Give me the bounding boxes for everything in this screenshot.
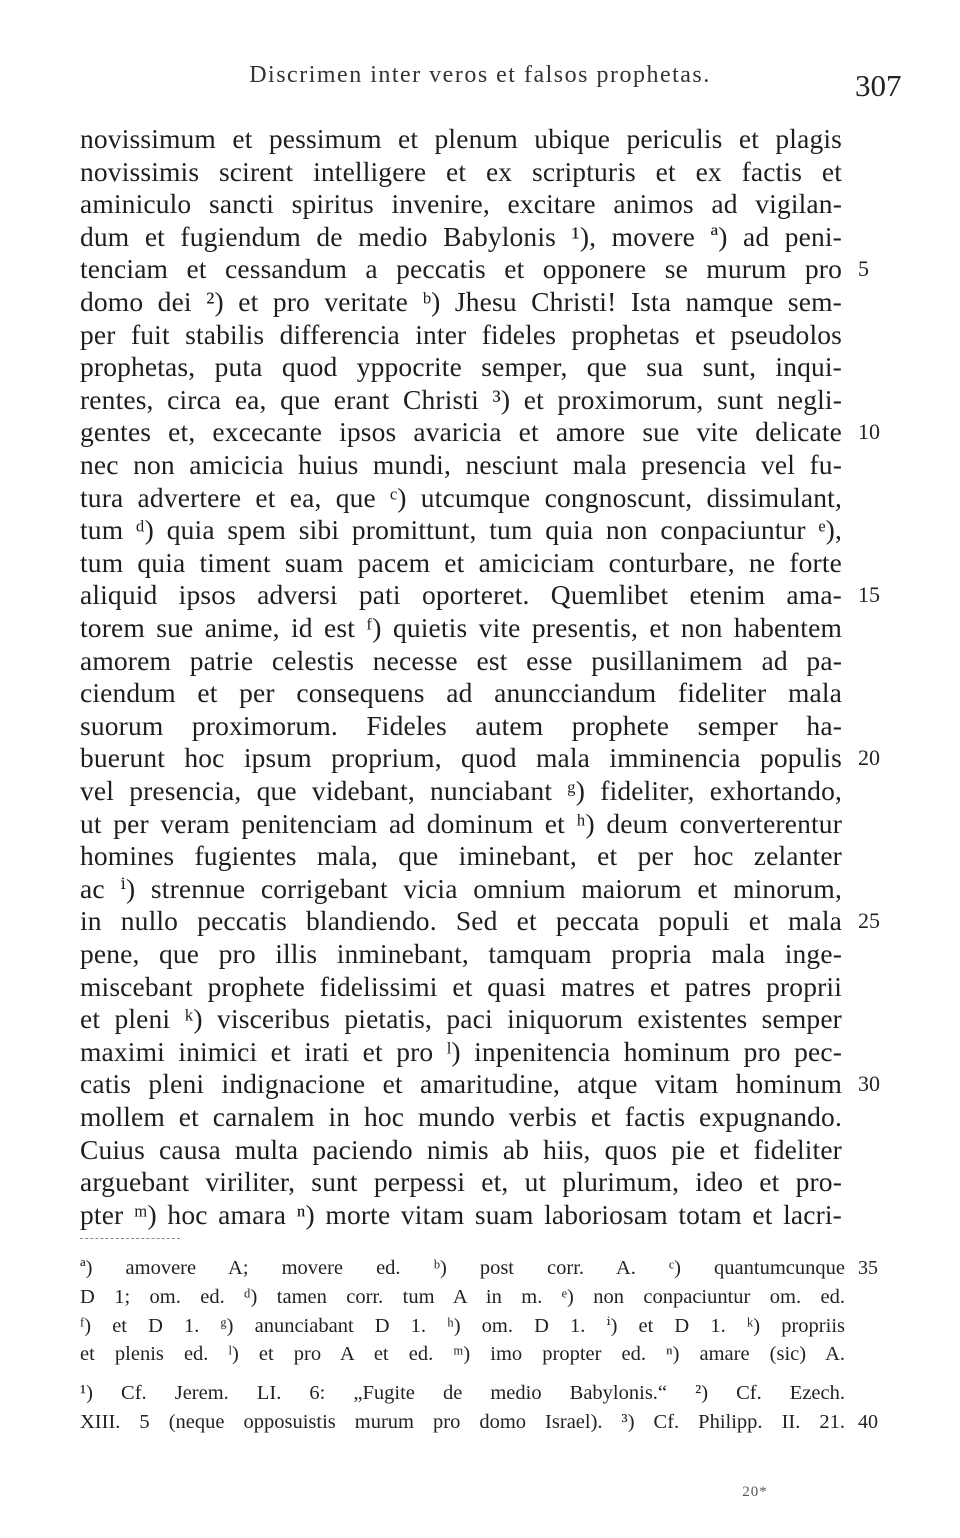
text-line: novissimum et pessimum et plenum ubique periculis et plagis	[80, 123, 842, 154]
apparatus-line: D 1; om. ed. ᵈ) tamen corr. tum A in m. ᵉ) non conpaciuntur om. ed.	[80, 1285, 845, 1308]
text-line: per fuit stabilis differencia inter fideles prophetas et pseudolos	[80, 318, 842, 350]
text-line: gentes et, excecante ipsos avaricia et amore sue vite delicate	[80, 416, 842, 448]
signature-mark: 20*	[742, 1484, 768, 1500]
text-line: aminiculo sancti spiritus invenire, excitare animos ad vigilan-	[80, 188, 842, 220]
line-number: 10	[858, 419, 880, 445]
text-line: domo dei ²) et pro veritate ᵇ) Jhesu Christi! Ista namque sem-	[80, 286, 842, 317]
text-line: ac ⁱ) strennue corrigebant vicia omnium maiorum et minorum,	[80, 872, 842, 904]
text-line: et pleni ᵏ) visceribus pietatis, paci iniquorum existentes semper	[80, 1003, 842, 1035]
text-line: tura advertere et ea, que ᶜ) utcumque congnoscunt, dissimulant,	[80, 481, 842, 513]
apparatus-line: et plenis ed. ˡ) et pro A et ed. ᵐ) imo propter ed. ⁿ) amare (sic) A.	[80, 1343, 845, 1366]
source-note-line: ¹) Cf. Jerem. LI. 6: „Fugite de medio Babylonis.“ ²) Cf. Ezech.	[80, 1382, 845, 1405]
text-line: pter ᵐ) hoc amara ⁿ) morte vitam suam laboriosam totam et lacri-	[80, 1198, 842, 1230]
text-line: arguebant viriliter, sunt perpessi et, ut plurimum, ideo et pro-	[80, 1166, 842, 1198]
text-line: pene, que pro illis inminebant, tamquam propria mala inge-	[80, 938, 842, 969]
text-line: suorum proximorum. Fideles autem prophete semper ha-	[80, 709, 842, 741]
text-line: in nullo peccatis blandiendo. Sed et peccata populi et mala	[80, 905, 842, 937]
text-line: dum et fugiendum de medio Babylonis ¹), movere ª) ad peni-	[80, 220, 842, 252]
source-note-line: XIII. 5 (neque opposuistis murum pro domo Israel). ³) Cf. Philipp. II. 21.	[80, 1411, 845, 1433]
line-number: 15	[858, 582, 880, 608]
text-line: ut per veram penitenciam ad dominum et ʰ) deum converterentur	[80, 807, 842, 839]
footnote-line-number: 35	[858, 1257, 878, 1279]
apparatus-line: ª) amovere A; movere ed. ᵇ) post corr. A. ᶜ) quantumcunque	[80, 1257, 845, 1279]
text-line: novissimis scirent intelligere et ex scripturis et ex factis et	[80, 155, 842, 187]
text-line: aliquid ipsos adversi pati oporteret. Quemlibet etenim ama-	[80, 579, 842, 611]
text-line: catis pleni indignacione et amaritudine, atque vitam hominum	[80, 1068, 842, 1100]
text-line: nec non amicicia huius mundi, nesciunt mala presencia vel fu-	[80, 449, 842, 480]
text-line: vel presencia, que videbant, nunciabant ᵍ) fideliter, exhortando,	[80, 775, 842, 806]
text-line: homines fugientes mala, que iminebant, et per hoc zelanter	[80, 840, 842, 872]
text-line: ciendum et per consequens ad anuncciandum fideliter mala	[80, 677, 842, 709]
footnote-separator	[80, 1238, 180, 1239]
text-line: amorem patrie celestis necesse est esse pusillanimem ad pa-	[80, 644, 842, 676]
text-line: Cuius causa multa paciendo nimis ab hiis, quos pie et fideliter	[80, 1133, 842, 1165]
footnote-line-number: 40	[858, 1411, 878, 1433]
apparatus-line: ᶠ) et D 1. ᵍ) anunciabant D 1. ʰ) om. D 1. ⁱ) et D 1. ᵏ) propriis	[80, 1314, 845, 1337]
text-line: maximi inimici et irati et pro ˡ) inpenitencia hominum pro pec-	[80, 1035, 842, 1067]
text-line: rentes, circa ea, que erant Christi ³) et proximorum, sunt negli-	[80, 383, 842, 415]
line-number: 20	[858, 745, 880, 771]
running-title: Discrimen inter veros et falsos prophetas.	[249, 62, 711, 88]
line-number: 25	[858, 908, 880, 934]
line-number: 30	[858, 1071, 880, 1097]
text-line: tum quia timent suam pacem et amiciciam conturbare, ne forte	[80, 546, 842, 578]
text-line: prophetas, puta quod yppocrite semper, que sua sunt, inqui-	[80, 351, 842, 383]
text-line: tum ᵈ) quia spem sibi promittunt, tum quia non conpaciuntur ᵉ),	[80, 514, 842, 546]
text-line: buerunt hoc ipsum proprium, quod mala imminencia populis	[80, 742, 842, 774]
page-number: 307	[855, 68, 902, 103]
line-number: 5	[858, 256, 869, 282]
text-line: miscebant prophete fidelissimi et quasi matres et patres proprii	[80, 970, 842, 1002]
text-line: torem sue anime, id est ᶠ) quietis vite presentis, et non habentem	[80, 612, 842, 643]
text-line: tenciam et cessandum a peccatis et opponere se murum pro	[80, 253, 842, 285]
text-line: mollem et carnalem in hoc mundo verbis et factis expugnando.	[80, 1101, 842, 1132]
page-header	[0, 62, 960, 102]
